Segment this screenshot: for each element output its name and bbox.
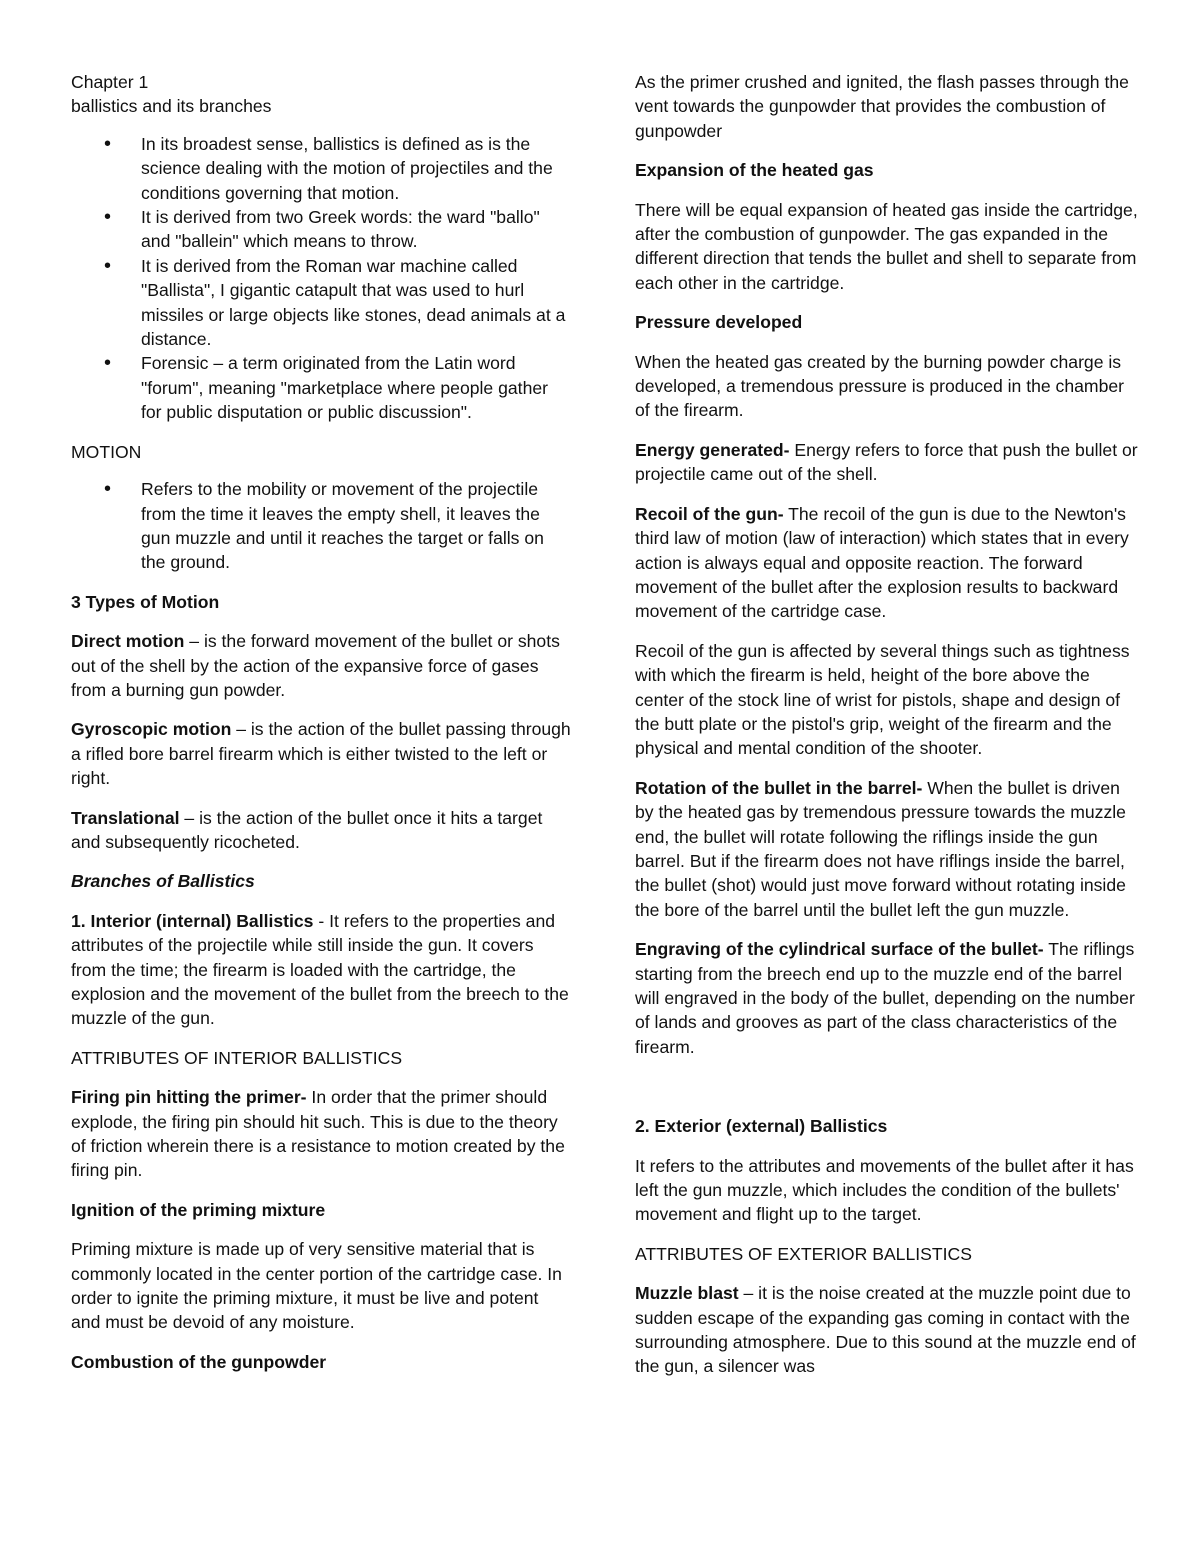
intro-bullet-roman: • It is derived from the Roman war machine called "Ballista", I gigantic catapult that was used to hurl missiles or large objects like stones, dead animals at a distance. bbox=[71, 254, 571, 352]
pressure-heading: Pressure developed bbox=[635, 312, 803, 333]
interior-ballistics-text: - It refers to the properties and attributes of the projectile while still inside the gun. It covers from the time; the firearm is loaded with the cartridge, the explosion and the movement of the bullet from the breech to the muzzle of the gun. bbox=[71, 910, 569, 1029]
ignition-heading: Ignition of the priming mixture bbox=[71, 1199, 326, 1220]
muzzle-blast-paragraph bbox=[635, 1281, 1140, 1379]
muzzle-blast-term: Muzzle blast bbox=[635, 1283, 739, 1304]
firing-pin-paragraph bbox=[71, 1085, 571, 1183]
intro-bullet-forensic: • Forensic – a term originated from the Latin word "forum", meaning "marketplace where people gather for public disputation or public discussion". bbox=[71, 351, 571, 424]
rotation-text: When the bullet is driven by the heated gas by tremendous pressure towards the muzzle end, the bullet will rotate following the riflings inside the gun barrel. But if the firearm does not have riflings inside the barrel, the bullet (shot) would just move forward without rotating inside the bore of the barrel until the bullet left the gun muzzle. bbox=[635, 777, 1126, 920]
branches-heading: Branches of Ballistics bbox=[71, 871, 255, 892]
motion-bullet-definition: • Refers to the mobility or movement of the projectile from the time it leaves the empty shell, it leaves the gun muzzle and until it reaches the target or falls on the ground. bbox=[71, 477, 571, 575]
exterior-ballistics-heading: 2. Exterior (external) Ballistics bbox=[635, 1116, 888, 1137]
gyroscopic-motion-term: Gyroscopic motion bbox=[71, 719, 232, 740]
ignition-text: Priming mixture is made up of very sensitive material that is commonly located in the center portion of the cartridge case. In order to ignite the priming mixture, it must be live and potent and must be devoid of any moisture. bbox=[71, 1239, 562, 1333]
expansion-heading: Expansion of the heated gas bbox=[635, 160, 874, 181]
right-column bbox=[635, 70, 1140, 1394]
rotation-paragraph bbox=[635, 776, 1140, 922]
section-spacer bbox=[635, 1074, 1140, 1114]
types-of-motion-heading: 3 Types of Motion bbox=[71, 591, 220, 612]
intro-bullet-greek: • It is derived from two Greek words: the ward "ballo" and "ballein" which means to throw. bbox=[71, 205, 571, 254]
recoil-factors-text: Recoil of the gun is affected by several things such as tightness with which the firearm is held, height of the bore above the center of the stock line of wrist for pistols, shape and design of the butt plate or the pistol's grip, weight of the firearm and the physical and mental condition of the shooter. bbox=[635, 640, 1130, 759]
direct-motion-text: – is the forward movement of the bullet or shots out of the shell by the action of the expansive force of gases from a burning gun powder. bbox=[71, 631, 560, 700]
energy-text: Energy refers to force that push the bullet or projectile came out of the shell. bbox=[635, 439, 1138, 485]
engraving-paragraph bbox=[635, 937, 1140, 1059]
engraving-term: Engraving of the cylindrical surface of the bullet- bbox=[635, 939, 1044, 960]
attributes-interior-heading: ATTRIBUTES OF INTERIOR BALLISTICS bbox=[71, 1047, 403, 1068]
energy-term: Energy generated- bbox=[635, 439, 790, 460]
recoil-paragraph bbox=[635, 502, 1140, 624]
intro-bullet-definition: • In its broadest sense, ballistics is defined as is the science dealing with the motion of projectiles and the conditions governing that motion. bbox=[71, 132, 571, 205]
chapter-subtitle: ballistics and its branches bbox=[71, 96, 272, 117]
expansion-text: There will be equal expansion of heated gas inside the cartridge, after the combustion of gunpowder. The gas expanded in the different direction that tends the bullet and shell to separate from each other in the cartridge. bbox=[635, 199, 1138, 293]
gyroscopic-motion-paragraph bbox=[71, 717, 571, 790]
firing-pin-text: In order that the primer should explode, the firing pin should hit such. This is due to the theory of friction wherein there is a resistance to motion created by the firing pin. bbox=[71, 1087, 565, 1181]
muzzle-blast-text: – it is the noise created at the muzzle point due to sudden escape of the expanding gas coming in contact with the surrounding atmosphere. Due to this sound at the muzzle end of the gun, a silencer was bbox=[635, 1283, 1136, 1377]
intro-bullet-list bbox=[71, 132, 571, 425]
recoil-text: The recoil of the gun is due to the Newton's third law of motion (law of interaction) which states that in every action is always equal and opposite reaction. The forward movement of the bullet after the explosion results to backward movement of the cartridge case. bbox=[635, 503, 1129, 622]
combustion-heading: Combustion of the gunpowder bbox=[71, 1351, 327, 1372]
translational-text: – is the action of the bullet once it hits a target and subsequently ricocheted. bbox=[71, 807, 543, 852]
rotation-term: Rotation of the bullet in the barrel- bbox=[635, 777, 923, 798]
attributes-exterior-heading: ATTRIBUTES OF EXTERIOR BALLISTICS bbox=[635, 1243, 972, 1264]
translational-term: Translational bbox=[71, 807, 180, 828]
energy-paragraph bbox=[635, 438, 1140, 487]
motion-bullet-list bbox=[71, 477, 571, 575]
direct-motion-term: Direct motion bbox=[71, 631, 185, 652]
gyroscopic-motion-text: – is the action of the bullet passing through a rifled bore barrel firearm which is either twisted to the left or right. bbox=[71, 719, 571, 789]
recoil-term: Recoil of the gun- bbox=[635, 503, 784, 524]
exterior-ballistics-text: It refers to the attributes and movements of the bullet after it has left the gun muzzle, which includes the condition of the bullets' movement and flight up to the target. bbox=[635, 1155, 1134, 1225]
direct-motion-paragraph bbox=[71, 629, 571, 702]
translational-motion-paragraph bbox=[71, 806, 571, 855]
primer-flash-text: As the primer crushed and ignited, the flash passes through the vent towards the gunpowder that provides the combustion of gunpowder bbox=[635, 72, 1129, 141]
interior-ballistics-paragraph bbox=[71, 909, 571, 1031]
engraving-text: The riflings starting from the breech end up to the muzzle end of the barrel will engraved in the body of the bullet, depending on the number of lands and grooves as part of the class characteristics of the firearm. bbox=[635, 939, 1135, 1057]
pressure-text: When the heated gas created by the burning powder charge is developed, a tremendous pressure is produced in the chamber of the firearm. bbox=[635, 351, 1125, 421]
chapter-title: Chapter 1 bbox=[71, 72, 149, 92]
interior-ballistics-term: 1. Interior (internal) Ballistics bbox=[71, 910, 314, 931]
left-column bbox=[71, 70, 571, 1389]
firing-pin-term: Firing pin hitting the primer- bbox=[71, 1087, 307, 1108]
motion-heading: MOTION bbox=[71, 441, 142, 462]
